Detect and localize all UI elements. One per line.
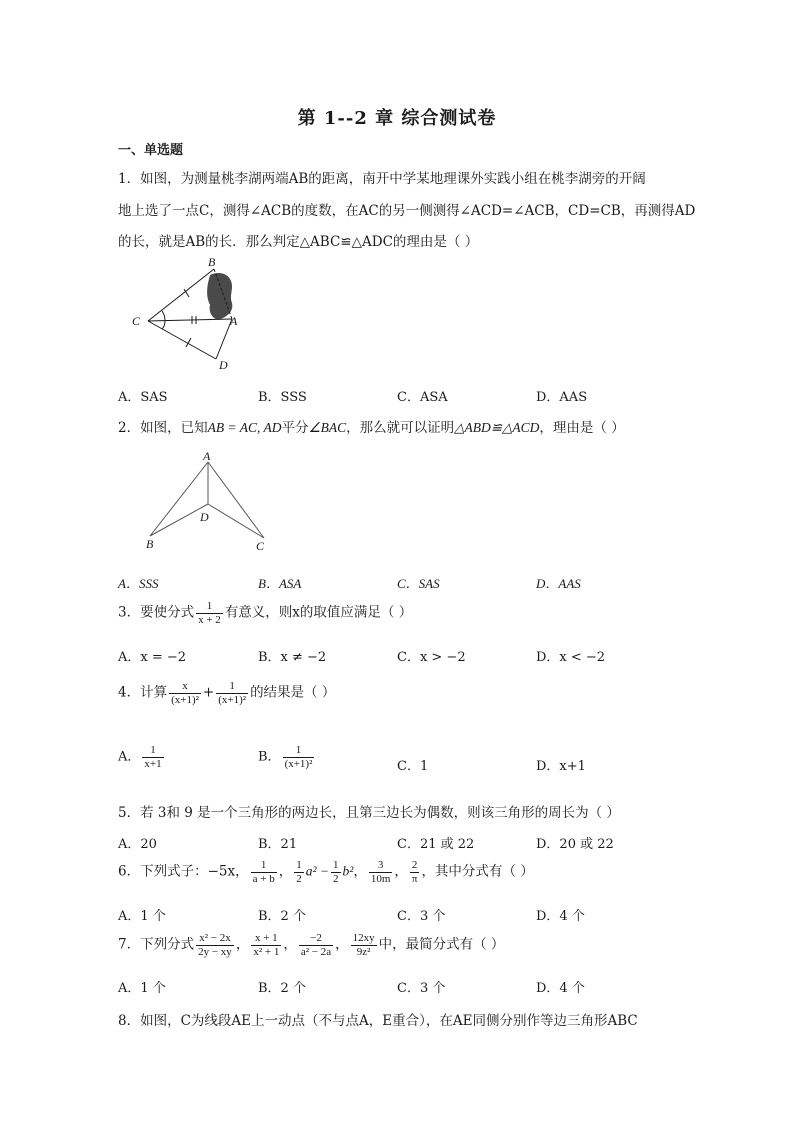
q4-number: 4． xyxy=(118,684,141,701)
label-a: A xyxy=(230,314,238,328)
q1-text1: 如图，为测量桃李湖两端AB的距离，南开中学某地理课外实践小组在桃李湖旁的开阔 xyxy=(140,171,646,187)
q5-option-c[interactable]: C．21 或 22 xyxy=(397,837,475,852)
q4-prefix: 计算 xyxy=(140,684,168,701)
label-b: B xyxy=(146,537,154,551)
q6-expr-2 xyxy=(251,859,277,885)
q3-option-a[interactable]: A．x = −2 xyxy=(118,650,187,665)
segment-ab xyxy=(150,462,208,536)
q6-e2-num: 1 xyxy=(260,859,267,871)
q3-frac-den: x + 2 xyxy=(198,613,221,626)
q6-sep-2: ， xyxy=(353,863,367,880)
q4-suffix: 的结果是（ ） xyxy=(250,684,336,701)
label-d: D xyxy=(200,510,209,524)
q4-f1-num: x xyxy=(182,680,188,692)
q4-fraction-2 xyxy=(216,680,248,706)
q4-opt-a-den: x+1 xyxy=(144,757,162,770)
q7-option-d[interactable]: D．4 个 xyxy=(536,981,585,996)
q7-f3-num: −2 xyxy=(310,932,322,944)
q1-line2: 地上选了一点C，测得∠ACB的度数，在AC的另一侧测得∠ACD=∠ACB，CD=CB，再测得AD xyxy=(118,203,696,219)
q2-number: 2． xyxy=(118,420,141,436)
q6-expr-3b xyxy=(331,859,341,885)
q1-line3: 的长，就是AB的长．那么判定△ABC≌△ADC的理由是（ ） xyxy=(118,234,479,250)
q6-e5-den: π xyxy=(411,872,418,885)
q6-sep-3: ， xyxy=(394,863,408,880)
section-heading: 一、单选题 xyxy=(118,143,184,158)
q5-line: 5．若 3和 9 是一个三角形的两边长，且第三边长为偶数，则该三角形的周长为（ ） xyxy=(118,805,620,821)
q7-sep-1: ， xyxy=(235,936,250,953)
q1-option-d[interactable]: D．AAS xyxy=(536,390,588,405)
q7-suffix: 中，最简分式有（ ） xyxy=(378,936,505,953)
label-a: A xyxy=(203,449,211,463)
q7-line xyxy=(118,932,504,958)
q7-f2-num: x + 1 xyxy=(254,932,278,944)
label-c: C xyxy=(256,539,265,553)
q2-option-d-text: D．AAS xyxy=(536,576,581,591)
label-c: C xyxy=(132,314,141,328)
segment-ca xyxy=(148,319,232,321)
q2-prefix: 如图，已知 xyxy=(140,420,208,436)
q4-plus: + xyxy=(202,684,215,701)
q5-option-d[interactable]: D．20 或 22 xyxy=(536,837,614,852)
q6-option-b[interactable]: B．2 个 xyxy=(258,909,306,924)
label-b: B xyxy=(208,255,216,269)
q6-e3a-var: a² − xyxy=(305,863,329,879)
q2-option-a[interactable] xyxy=(118,573,158,592)
q6-e3b-num: 1 xyxy=(333,859,339,871)
angle-arc-lower xyxy=(162,321,165,329)
label-d: D xyxy=(219,358,228,372)
segment-cb xyxy=(148,269,214,321)
q2-option-c[interactable] xyxy=(397,573,440,592)
q2-middle2: ，那么就可以证明 xyxy=(346,420,455,436)
q7-fraction-1 xyxy=(196,932,234,958)
q6-e5-num: 2 xyxy=(411,859,418,871)
q7-f3-den: a² − 2a xyxy=(300,945,332,958)
q2-line xyxy=(118,416,625,436)
q2-middle: 平分 xyxy=(281,420,309,436)
q1-option-a[interactable]: A．SAS xyxy=(118,390,168,405)
q7-f1-num: x² − 2x xyxy=(199,932,231,944)
q7-fraction-4 xyxy=(351,932,377,958)
q6-option-a[interactable]: A．1 个 xyxy=(118,909,166,924)
q2-condition: AB = AC, AD xyxy=(207,420,282,435)
q4-fraction-1 xyxy=(169,680,201,706)
page-title: 第 1--2 章 综合测试卷 xyxy=(297,108,497,129)
q6-e2-den: a + b xyxy=(252,872,275,885)
q8-line: 8．如图，C为线段AE上一动点（不与点A，E重合），在AE同侧分别作等边三角形ABC xyxy=(118,1013,638,1029)
q7-f4-num: 12xy xyxy=(352,932,375,944)
segment-cd xyxy=(208,504,264,538)
q6-e3b-den: 2 xyxy=(333,872,339,885)
q3-suffix: 有意义，则x的取值应满足（ ） xyxy=(224,604,413,621)
q7-f4-den: 9z² xyxy=(351,945,377,959)
q4-opt-a-fraction xyxy=(142,744,163,770)
q6-sep-1: ， xyxy=(278,863,293,880)
q4-opt-b-label: B． xyxy=(258,749,281,765)
q6-expr-3a xyxy=(294,859,304,885)
q5-option-a[interactable]: A．20 xyxy=(118,837,157,852)
q3-frac-num: 1 xyxy=(206,600,213,612)
q7-f1-den: 2y − xy xyxy=(198,945,232,958)
q6-prefix: 6．下列式子：−5x， xyxy=(118,863,249,880)
q6-expr-5 xyxy=(410,859,420,885)
q7-prefix: 7．下列分式 xyxy=(118,936,195,953)
q6-e4-den: 10m xyxy=(370,872,391,885)
q2-option-b-text: B．ASA xyxy=(258,576,302,591)
q6-suffix: ，其中分式有（ ） xyxy=(421,863,534,880)
lake-shape xyxy=(207,273,232,319)
q2-option-d[interactable] xyxy=(536,573,581,592)
q3-fraction xyxy=(196,600,223,626)
q6-option-d[interactable]: D．4 个 xyxy=(536,909,585,924)
q6-expr-4 xyxy=(369,859,393,885)
angle-arc-upper xyxy=(162,311,165,321)
q4-f2-num: 1 xyxy=(229,680,235,692)
q4-opt-b-den: (x+1)² xyxy=(284,757,313,770)
segment-ac xyxy=(208,462,264,538)
q4-option-b[interactable] xyxy=(258,744,316,770)
q4-f2-den: (x+1)² xyxy=(218,693,247,706)
q7-f2-den: x² + 1 xyxy=(253,945,280,958)
q7-option-c[interactable]: C．3 个 xyxy=(397,981,446,996)
q7-option-a[interactable]: A．1 个 xyxy=(118,981,166,996)
q2-figure xyxy=(140,448,280,558)
q3-option-c[interactable]: C．x > −2 xyxy=(397,650,466,665)
q2-option-b[interactable] xyxy=(258,573,301,592)
q3-number: 3． xyxy=(118,604,141,621)
q1-option-c[interactable]: C．ASA xyxy=(397,390,448,405)
q6-e3a-den: 2 xyxy=(296,872,302,885)
q4-opt-b-num: 1 xyxy=(295,744,302,756)
q6-line xyxy=(118,859,534,885)
q7-option-b[interactable]: B．2 个 xyxy=(258,981,306,996)
q6-e3a-num: 1 xyxy=(296,859,302,871)
q3-option-b[interactable]: B．x ≠ −2 xyxy=(258,650,327,665)
q4-opt-b-fraction xyxy=(283,744,315,770)
q4-opt-a-label: A． xyxy=(118,749,141,765)
q2-congruence: △ABD≌△ACD xyxy=(454,420,540,435)
q6-e3b-var: b² xyxy=(342,863,354,879)
q4-option-c[interactable]: C．1 xyxy=(397,759,429,774)
q4-f1-den: (x+1)² xyxy=(171,693,199,706)
q2-option-c-text: C．SAS xyxy=(397,576,440,591)
q4-line xyxy=(118,680,335,706)
q1-option-b[interactable]: B．SSS xyxy=(258,390,307,405)
q4-option-d[interactable]: D．x+1 xyxy=(536,759,586,774)
q1-line1 xyxy=(118,167,646,187)
q6-e4-num: 3 xyxy=(377,859,384,871)
q4-option-a[interactable] xyxy=(118,744,166,770)
q2-option-a-text: A．SSS xyxy=(118,576,159,591)
q7-sep-3: ， xyxy=(335,936,349,953)
q6-option-c[interactable]: C．3 个 xyxy=(397,909,446,924)
q2-suffix: ，理由是（ ） xyxy=(539,420,625,436)
q1-figure xyxy=(128,255,248,377)
q3-prefix: 要使分式 xyxy=(140,604,195,621)
segment-cd xyxy=(148,321,216,359)
q2-angle: ∠BAC xyxy=(308,420,347,435)
q4-opt-a-num: 1 xyxy=(150,744,156,756)
q5-option-b[interactable]: B．21 xyxy=(258,837,298,852)
q1-number: 1． xyxy=(118,171,141,187)
q7-fraction-3 xyxy=(299,932,333,958)
q7-fraction-2 xyxy=(251,932,281,958)
q3-line xyxy=(118,600,412,626)
q7-sep-2: ， xyxy=(283,936,297,953)
q3-option-d[interactable]: D．x < −2 xyxy=(536,650,606,665)
